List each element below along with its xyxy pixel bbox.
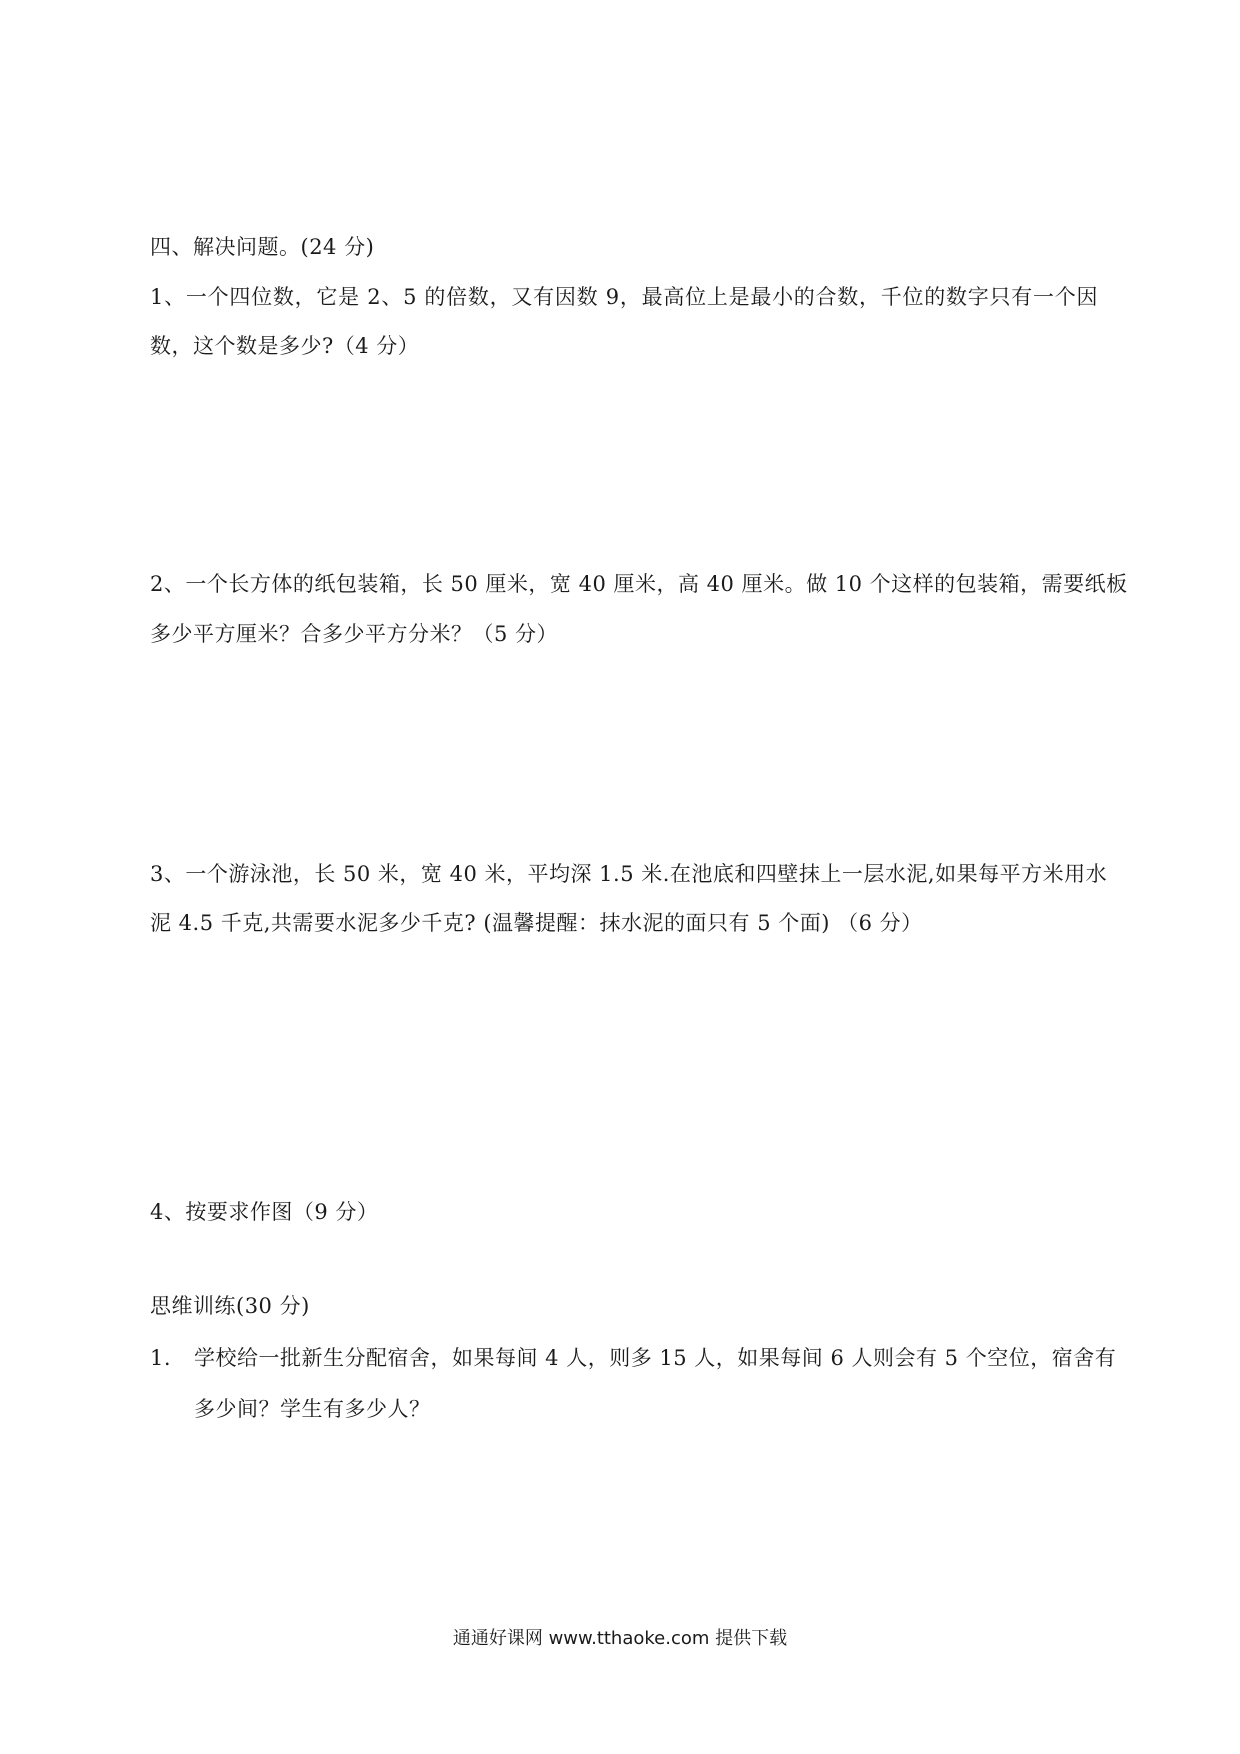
question-1-line-2: 数，这个数是多少?（4 分）	[150, 334, 420, 358]
thinking-question-1-line-2: 多少间？学生有多少人？	[194, 1397, 431, 1421]
section-four-heading: 四、解决问题。(24 分)	[150, 235, 375, 259]
question-2-line-2: 多少平方厘米？合多少平方分米？（5 分）	[150, 622, 559, 646]
question-3-line-2: 泥 4.5 千克,共需要水泥多少千克? (温馨提醒：抹水泥的面只有 5 个面) （6 分）	[150, 911, 923, 935]
thinking-question-1-line-1: 学校给一批新生分配宿舍，如果每间 4 人，则多 15 人，如果每间 6 人则会有 5 个空位，宿舍有	[194, 1346, 1117, 1370]
page-footer: 通通好课网 www.tthaoke.com 提供下载	[452, 1628, 788, 1649]
question-1-line-1: 1、一个四位数，它是 2、5 的倍数，又有因数 9，最高位上是最小的合数，千位的数字只有一个因	[150, 285, 1098, 309]
question-3-line-1: 3、一个游泳池，长 50 米，宽 40 米，平均深 1.5 米.在池底和四壁抹上一层水泥,如果每平方米用水	[150, 862, 1108, 886]
thinking-training-heading: 思维训练(30 分)	[150, 1294, 310, 1318]
thinking-question-1-number: 1.	[150, 1346, 172, 1370]
question-2-line-1: 2、一个长方体的纸包装箱，长 50 厘米，宽 40 厘米，高 40 厘米。做 10 个这样的包装箱，需要纸板	[150, 572, 1128, 596]
question-4-line-1: 4、按要求作图（9 分）	[150, 1200, 379, 1224]
